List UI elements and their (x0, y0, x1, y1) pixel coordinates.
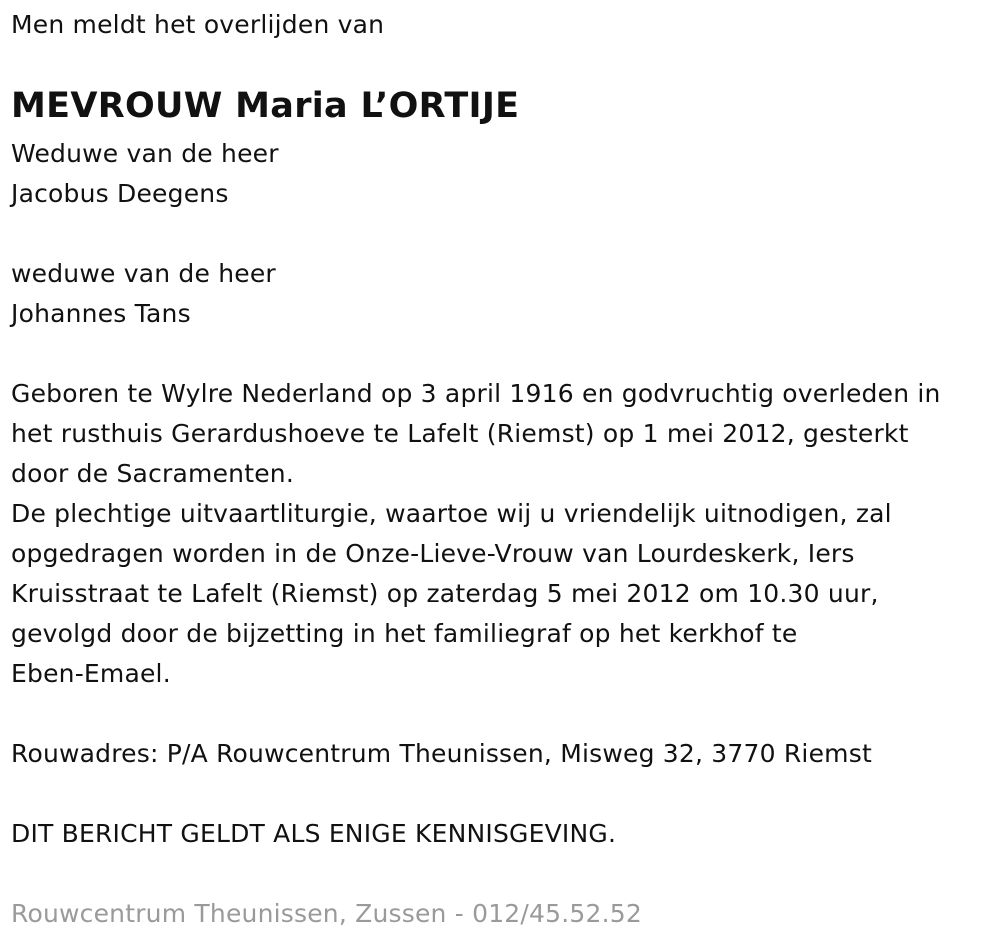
spouse1-line1: Weduwe van de heer (11, 139, 279, 168)
spouse1-line2: Jacobus Deegens (11, 179, 229, 208)
body-line: gevolgd door de bijzetting in het familiegraf op het kerkhof te (11, 619, 798, 648)
body-line: het rusthuis Gerardushoeve te Lafelt (Riemst) op 1 mei 2012, gesterkt (11, 419, 909, 448)
spouse2-line1: weduwe van de heer (11, 259, 276, 288)
body-line: door de Sacramenten. (11, 459, 294, 488)
funeral-home-footer: Rouwcentrum Theunissen, Zussen - 012/45.52.52 (11, 899, 642, 928)
spouse2-line2: Johannes Tans (11, 299, 191, 328)
body-line: De plechtige uitvaartliturgie, waartoe wij u vriendelijk uitnodigen, zal (11, 499, 892, 528)
notice-text: DIT BERICHT GELDT ALS ENIGE KENNISGEVING. (11, 819, 617, 848)
body-line: Geboren te Wylre Nederland op 3 april 1916 en godvruchtig overleden in (11, 379, 941, 408)
deceased-name: MEVROUW Maria L’ORTIJE (11, 86, 520, 126)
intro-text: Men meldt het overlijden van (11, 10, 385, 39)
body-line: Eben-Emael. (11, 659, 171, 688)
body-line: opgedragen worden in de Onze-Lieve-Vrouw van Lourdeskerk, Iers (11, 539, 855, 568)
body-line: Kruisstraat te Lafelt (Riemst) op zaterdag 5 mei 2012 om 10.30 uur, (11, 579, 879, 608)
funeral-address: Rouwadres: P/A Rouwcentrum Theunissen, Misweg 32, 3770 Riemst (11, 739, 872, 768)
